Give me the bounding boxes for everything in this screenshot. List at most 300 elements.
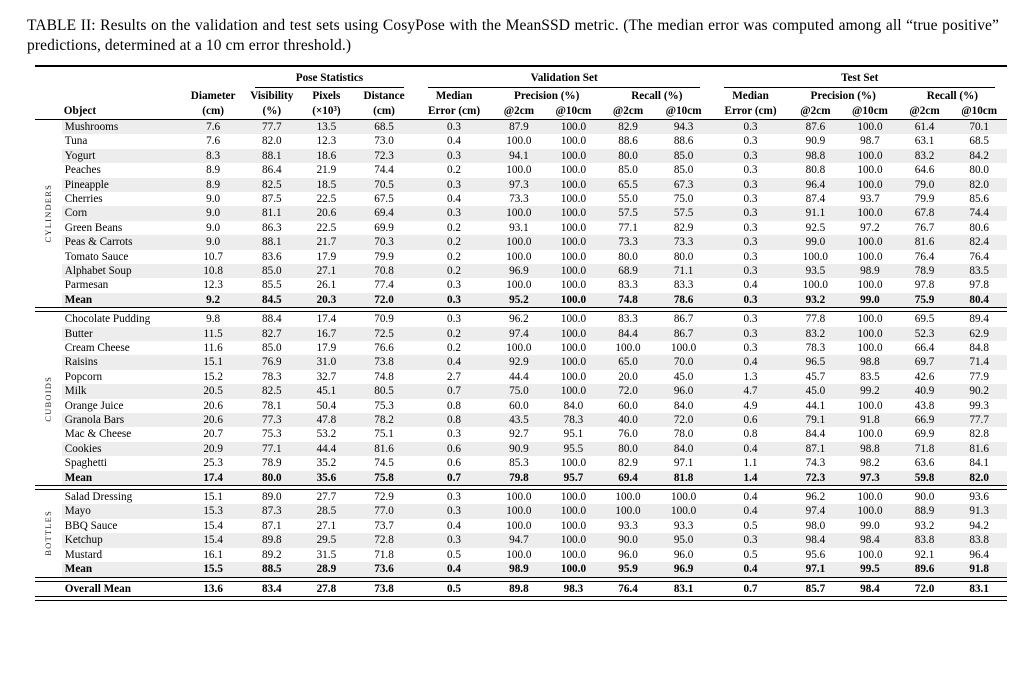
value-cell: 83.3	[673, 279, 694, 292]
value-cell: 20.5	[183, 384, 243, 398]
value-cell: 0.3	[416, 119, 492, 134]
table-row	[35, 548, 1007, 562]
table-row	[35, 278, 1007, 292]
value-cell: 80.8	[805, 164, 826, 177]
table-row	[35, 192, 1007, 206]
table-row	[35, 119, 1007, 134]
value-cell: 73.7	[374, 519, 394, 532]
value-cell: 0.4	[712, 355, 788, 369]
value-cell: 73.0	[374, 135, 394, 148]
value-cell: 100.0	[546, 327, 602, 341]
pose-statistics-group-header: Pose Statistics	[243, 66, 416, 89]
value-cell: 97.4	[492, 327, 546, 341]
test-set-group-header: Test Set	[712, 66, 1007, 89]
value-cell: 93.7	[860, 192, 880, 205]
value-cell: 44.4	[301, 442, 352, 456]
value-cell: 0.3	[447, 491, 462, 504]
table-row	[35, 490, 1007, 505]
value-cell: 10.8	[183, 264, 243, 278]
value-cell: 0.4	[416, 355, 492, 369]
value-cell: 87.1	[262, 519, 282, 532]
pixels-unit-header: (×10³)	[312, 104, 341, 117]
value-cell: 12.3	[203, 279, 223, 292]
value-cell: 85.6	[969, 192, 989, 205]
object-name: BBQ Sauce	[64, 519, 118, 532]
value-cell: 100.0	[506, 135, 532, 148]
value-cell: 100.0	[546, 235, 602, 249]
value-cell: 100.0	[546, 206, 602, 220]
value-cell: 100.0	[560, 342, 587, 354]
value-cell: 97.3	[842, 471, 898, 486]
value-cell: 87.5	[262, 192, 282, 205]
value-cell: 81.1	[243, 206, 301, 220]
object-name: Salad Dressing	[64, 491, 133, 504]
value-cell: 0.4	[743, 491, 758, 504]
value-cell: 9.0	[183, 206, 243, 220]
value-cell: 99.0	[789, 235, 843, 249]
value-cell: 98.3	[563, 582, 584, 595]
value-cell: 95.9	[601, 562, 655, 577]
value-cell: 78.2	[352, 413, 416, 427]
object-name: Mustard	[64, 548, 103, 561]
value-cell: 83.8	[951, 533, 1007, 547]
value-cell: 20.3	[301, 293, 352, 308]
value-cell: 98.9	[842, 264, 898, 278]
value-cell: 87.6	[789, 119, 843, 134]
object-name: Raisins	[62, 355, 184, 369]
value-cell: 76.0	[618, 428, 638, 441]
value-cell: 0.3	[712, 293, 788, 308]
value-cell: 82.7	[243, 327, 301, 341]
value-cell: 13.5	[301, 119, 352, 134]
value-cell: 78.3	[805, 342, 826, 354]
object-name: Cherries	[64, 192, 103, 205]
group-label-bottles: BOTTLES	[35, 490, 62, 577]
value-cell: 2.7	[447, 370, 462, 383]
value-cell: 10.7	[203, 250, 223, 263]
object-name: Corn	[62, 206, 184, 220]
value-cell: 66.9	[898, 413, 952, 427]
value-cell: 0.2	[416, 264, 492, 278]
table-row	[35, 264, 1007, 278]
value-cell: 57.5	[601, 206, 655, 220]
value-cell: 73.3	[509, 192, 529, 205]
diameter-header: Diameter	[190, 89, 236, 102]
value-cell: 95.7	[546, 471, 602, 486]
value-cell: 78.3	[546, 413, 602, 427]
value-cell: 83.3	[618, 279, 638, 292]
value-cell: 76.4	[618, 582, 638, 595]
value-cell: 77.1	[618, 221, 638, 234]
value-cell: 100.0	[842, 119, 898, 134]
value-cell: 84.0	[655, 442, 713, 456]
value-cell: 78.0	[673, 428, 694, 441]
value-cell: 96.2	[509, 313, 529, 326]
value-cell: 73.3	[655, 235, 713, 249]
test-median-error-unit-header: Error (cm)	[724, 104, 777, 117]
value-cell: 8.9	[206, 164, 221, 177]
value-cell: 9.0	[183, 235, 243, 249]
table-row	[35, 504, 1007, 518]
value-cell: 32.7	[316, 370, 337, 383]
value-cell: 100.0	[655, 504, 713, 518]
value-cell: 100.0	[546, 504, 602, 518]
value-cell: 0.3	[743, 164, 758, 177]
val-recall-at10-header: @10cm	[665, 104, 702, 117]
object-name: Spaghetti	[64, 457, 108, 470]
object-name: Green Beans	[64, 221, 123, 234]
value-cell: 81.6	[898, 235, 952, 249]
value-cell: 0.3	[416, 293, 492, 308]
value-cell: 15.1	[183, 355, 243, 369]
value-cell: 100.0	[560, 548, 587, 561]
blank-header	[35, 104, 62, 120]
value-cell: 80.0	[601, 149, 655, 163]
blank-header	[35, 66, 243, 89]
value-cell: 0.4	[447, 135, 462, 148]
table-row	[35, 456, 1007, 470]
value-cell: 20.6	[203, 399, 223, 412]
value-cell: 90.0	[914, 491, 935, 504]
value-cell: 70.0	[655, 355, 713, 369]
value-cell: 93.3	[673, 519, 694, 532]
value-cell: 60.0	[509, 399, 529, 412]
value-cell: 17.9	[316, 250, 337, 263]
value-cell: 97.2	[860, 221, 880, 234]
value-cell: 17.4	[183, 471, 243, 486]
value-cell: 86.7	[673, 313, 694, 326]
val-median-error-unit-header: Error (cm)	[427, 104, 481, 117]
value-cell: 90.2	[951, 384, 1007, 398]
value-cell: 88.6	[673, 135, 694, 148]
value-cell: 0.3	[743, 313, 758, 326]
value-cell: 94.3	[655, 119, 713, 134]
value-cell: 75.1	[374, 428, 394, 441]
validation-set-group-header: Validation Set	[416, 66, 713, 89]
value-cell: 79.8	[492, 471, 546, 486]
value-cell: 100.0	[506, 491, 532, 504]
value-cell: 75.0	[492, 384, 546, 398]
value-cell: 82.5	[243, 384, 301, 398]
distance-header: Distance	[363, 89, 405, 102]
value-cell: 80.6	[969, 221, 989, 234]
value-cell: 0.6	[416, 442, 492, 456]
table-row	[35, 384, 1007, 398]
object-name: Tomato Sauce	[64, 250, 129, 263]
value-cell: 0.3	[447, 279, 462, 292]
value-cell: 100.0	[492, 235, 546, 249]
value-cell: 78.9	[898, 264, 952, 278]
value-cell: 100.0	[842, 178, 898, 192]
value-cell: 0.3	[743, 342, 758, 354]
value-cell: 98.8	[789, 149, 843, 163]
value-cell: 20.9	[183, 442, 243, 456]
value-cell: 100.0	[842, 504, 898, 518]
val-precision-at10-header: @10cm	[555, 104, 592, 117]
value-cell: 97.1	[789, 562, 843, 577]
value-cell: 95.6	[805, 548, 826, 561]
value-cell: 85.3	[509, 457, 529, 470]
value-cell: 100.0	[560, 313, 587, 326]
value-cell: 71.1	[655, 264, 713, 278]
value-cell: 40.9	[898, 384, 952, 398]
value-cell: 98.4	[842, 533, 898, 547]
group-label-cylinders: CYLINDERS	[35, 119, 62, 307]
visibility-unit-header: (%)	[262, 104, 282, 117]
value-cell: 73.8	[374, 582, 394, 595]
object-name: Popcorn	[64, 370, 103, 383]
value-cell: 15.3	[183, 504, 243, 518]
value-cell: 97.4	[789, 504, 843, 518]
value-cell: 72.0	[655, 413, 713, 427]
value-cell: 68.5	[352, 119, 416, 134]
value-cell: 0.7	[416, 384, 492, 398]
value-cell: 84.4	[601, 327, 655, 341]
value-cell: 88.9	[898, 504, 952, 518]
value-cell: 100.0	[546, 293, 602, 308]
value-cell: 97.8	[914, 279, 935, 292]
value-cell: 65.0	[601, 355, 655, 369]
value-cell: 69.9	[914, 428, 935, 441]
value-cell: 77.3	[243, 413, 301, 427]
value-cell: 96.9	[492, 264, 546, 278]
value-cell: 100.0	[560, 250, 587, 263]
value-cell: 79.9	[374, 250, 394, 263]
value-cell: 96.9	[655, 562, 713, 577]
table-row	[35, 370, 1007, 384]
value-cell: 0.3	[743, 250, 758, 263]
value-cell: 83.5	[951, 264, 1007, 278]
value-cell: 66.4	[914, 342, 935, 354]
value-cell: 100.0	[560, 457, 587, 470]
value-cell: 73.3	[601, 235, 655, 249]
value-cell: 100.0	[546, 264, 602, 278]
value-cell: 75.9	[898, 293, 952, 308]
value-cell: 84.0	[563, 399, 584, 412]
value-cell: 92.5	[805, 221, 826, 234]
value-cell: 100.0	[842, 149, 898, 163]
value-cell: 74.4	[951, 206, 1007, 220]
value-cell: 83.1	[673, 582, 694, 595]
mean-row	[35, 471, 1007, 486]
column-header-row-1	[35, 89, 1007, 104]
value-cell: 89.6	[898, 562, 952, 577]
value-cell: 98.2	[860, 457, 880, 470]
value-cell: 0.3	[447, 428, 462, 441]
value-cell: 45.7	[805, 370, 826, 383]
value-cell: 84.5	[243, 293, 301, 308]
value-cell: 73.6	[352, 562, 416, 577]
table-row	[35, 250, 1007, 264]
value-cell: 96.5	[789, 355, 843, 369]
table-body	[35, 119, 1007, 600]
value-cell: 95.2	[492, 293, 546, 308]
value-cell: 0.7	[416, 471, 492, 486]
value-cell: 74.8	[374, 370, 394, 383]
value-cell: 92.1	[914, 548, 935, 561]
value-cell: 62.9	[951, 327, 1007, 341]
value-cell: 76.7	[914, 221, 935, 234]
object-name: Parmesan	[64, 279, 109, 292]
value-cell: 0.2	[447, 250, 462, 263]
value-cell: 0.2	[416, 235, 492, 249]
pixels-header: Pixels	[312, 89, 341, 102]
value-cell: 25.3	[203, 457, 223, 470]
value-cell: 22.5	[316, 192, 337, 205]
value-cell: 77.9	[969, 370, 989, 383]
value-cell: 27.7	[316, 491, 337, 504]
value-cell: 93.3	[618, 519, 638, 532]
value-cell: 0.3	[416, 504, 492, 518]
value-cell: 27.1	[301, 264, 352, 278]
value-cell: 98.9	[492, 562, 546, 577]
value-cell: 0.3	[447, 313, 462, 326]
value-cell: 77.1	[243, 442, 301, 456]
value-cell: 57.5	[655, 206, 713, 220]
value-cell: 77.0	[352, 504, 416, 518]
value-cell: 88.6	[618, 135, 638, 148]
value-cell: 100.0	[546, 355, 602, 369]
value-cell: 89.2	[262, 548, 282, 561]
table-row	[35, 399, 1007, 413]
value-cell: 81.8	[655, 471, 713, 486]
value-cell: 44.1	[805, 399, 826, 412]
table-header	[35, 66, 1007, 120]
value-cell: 42.6	[914, 370, 935, 383]
value-cell: 4.7	[712, 384, 788, 398]
value-cell: 100.0	[671, 491, 697, 504]
value-cell: 0.2	[416, 327, 492, 341]
value-cell: 52.3	[898, 327, 952, 341]
value-cell: 0.4	[447, 192, 462, 205]
value-cell: 100.0	[546, 562, 602, 577]
value-cell: 0.4	[712, 562, 788, 577]
value-cell: 0.3	[712, 149, 788, 163]
object-name: Milk	[62, 384, 184, 398]
value-cell: 26.1	[316, 279, 337, 292]
value-cell: 70.8	[352, 264, 416, 278]
value-cell: 93.1	[509, 221, 529, 234]
value-cell: 72.8	[352, 533, 416, 547]
value-cell: 98.7	[860, 135, 880, 148]
object-header: Object	[63, 104, 97, 117]
value-cell: 63.1	[914, 135, 935, 148]
value-cell: 0.3	[712, 178, 788, 192]
value-cell: 78.3	[262, 370, 282, 383]
value-cell: 100.0	[506, 279, 532, 292]
object-name: Mean	[62, 471, 184, 486]
value-cell: 85.0	[262, 342, 282, 354]
value-cell: 80.0	[601, 442, 655, 456]
value-cell: 98.8	[842, 355, 898, 369]
value-cell: 28.5	[301, 504, 352, 518]
value-cell: 18.6	[301, 149, 352, 163]
value-cell: 100.0	[615, 342, 641, 354]
value-cell: 0.3	[712, 235, 788, 249]
val-precision-header: Precision (%)	[514, 89, 580, 102]
value-cell: 78.6	[655, 293, 713, 308]
value-cell: 28.9	[301, 562, 352, 577]
value-cell: 69.4	[601, 471, 655, 486]
value-cell: 0.8	[743, 428, 758, 441]
value-cell: 43.5	[492, 413, 546, 427]
value-cell: 83.2	[789, 327, 843, 341]
value-cell: 77.8	[805, 313, 826, 326]
value-cell: 93.2	[789, 293, 843, 308]
value-cell: 0.3	[712, 533, 788, 547]
value-cell: 89.8	[509, 582, 529, 595]
table-row	[35, 427, 1007, 441]
value-cell: 94.1	[492, 149, 546, 163]
value-cell: 70.5	[352, 178, 416, 192]
value-cell: 90.9	[492, 442, 546, 456]
value-cell: 1.4	[712, 471, 788, 486]
value-cell: 80.0	[243, 471, 301, 486]
blank-header	[35, 89, 183, 104]
val-median-error-header: Median	[435, 89, 473, 102]
value-cell: 71.4	[951, 355, 1007, 369]
test-precision-header: Precision (%)	[810, 89, 876, 102]
value-cell: 76.4	[969, 250, 989, 263]
value-cell: 71.8	[374, 548, 394, 561]
value-cell: 0.3	[416, 149, 492, 163]
value-cell: 67.8	[898, 206, 952, 220]
value-cell: 9.2	[183, 293, 243, 308]
table-row	[35, 149, 1007, 163]
table-row	[35, 355, 1007, 369]
value-cell: 1.3	[743, 370, 758, 383]
value-cell: 0.5	[447, 582, 462, 595]
value-cell: 81.6	[352, 442, 416, 456]
object-name: Orange Juice	[64, 399, 124, 412]
value-cell: 75.8	[352, 471, 416, 486]
value-cell: 80.0	[673, 250, 694, 263]
value-cell: 18.5	[301, 178, 352, 192]
value-cell: 95.1	[563, 428, 584, 441]
object-name: Mac & Cheese	[64, 428, 132, 441]
value-cell: 0.5	[447, 548, 462, 561]
section-separator	[35, 596, 1007, 600]
object-name: Peas & Carrots	[62, 235, 184, 249]
value-cell: 0.3	[743, 135, 758, 148]
value-cell: 100.0	[842, 235, 898, 249]
value-cell: 72.0	[352, 293, 416, 308]
value-cell: 96.2	[805, 491, 826, 504]
value-cell: 99.3	[969, 399, 989, 412]
value-cell: 0.2	[447, 221, 462, 234]
object-name: Mushrooms	[62, 119, 184, 134]
value-cell: 0.4	[712, 504, 788, 518]
table-row	[35, 178, 1007, 192]
value-cell: 50.4	[316, 399, 337, 412]
object-name: Mayo	[62, 504, 184, 518]
value-cell: 45.0	[789, 384, 843, 398]
value-cell: 82.0	[951, 178, 1007, 192]
table-row	[35, 206, 1007, 220]
value-cell: 85.5	[262, 279, 282, 292]
value-cell: 99.2	[842, 384, 898, 398]
value-cell: 8.3	[183, 149, 243, 163]
value-cell: 100.0	[546, 533, 602, 547]
object-name: Pineapple	[62, 178, 184, 192]
value-cell: 89.0	[262, 491, 282, 504]
test-precision-at2-header: @2cm	[800, 104, 831, 117]
value-cell: 85.0	[673, 164, 694, 177]
value-cell: 72.9	[374, 491, 394, 504]
value-cell: 72.0	[601, 384, 655, 398]
value-cell: 0.8	[416, 413, 492, 427]
value-cell: 72.3	[789, 471, 843, 486]
